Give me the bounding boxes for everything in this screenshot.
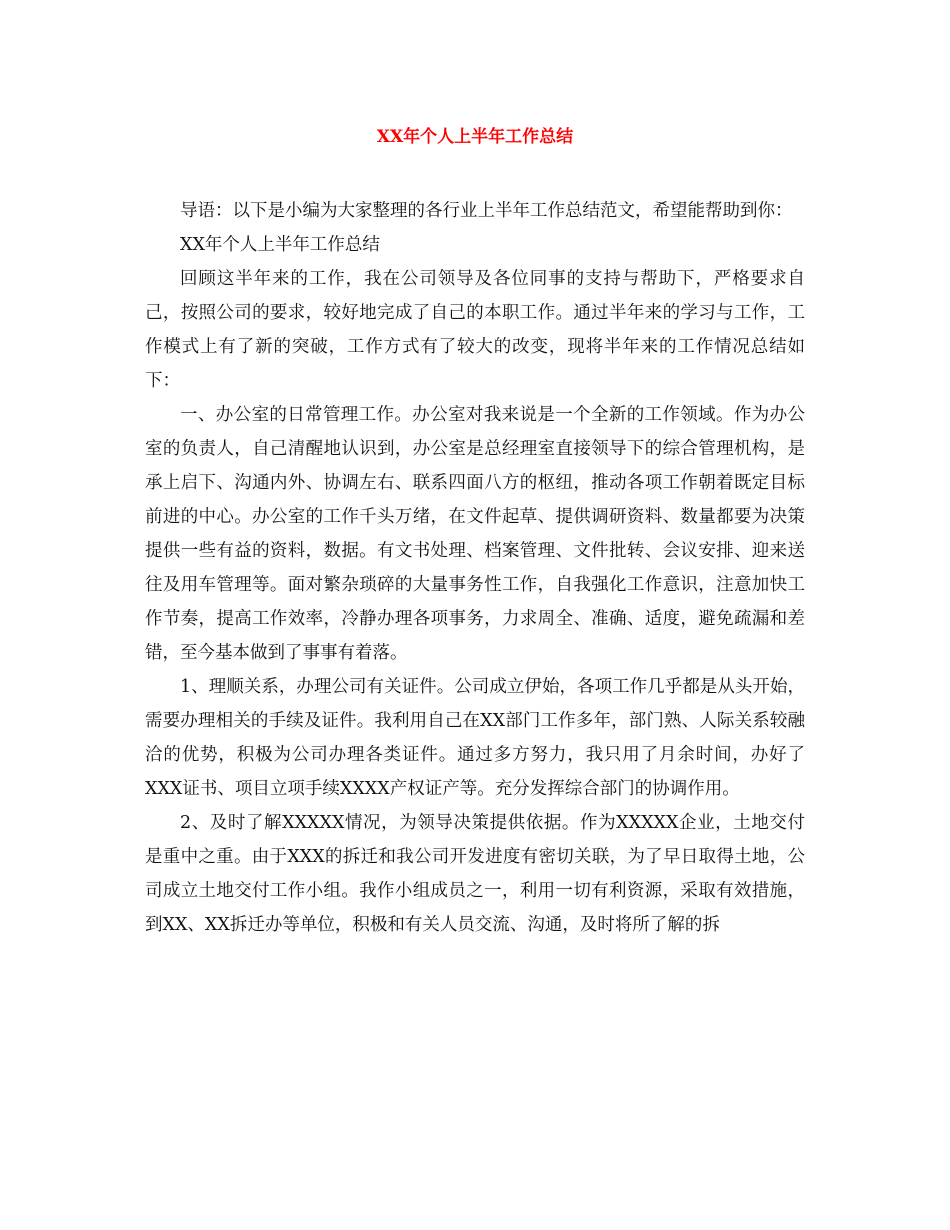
subtitle-paragraph: XX年个人上半年工作总结 (180, 235, 380, 255)
intro-paragraph: 导语：以下是小编为大家整理的各行业上半年工作总结范文，希望能帮助到你： (180, 201, 793, 221)
office-management-paragraph: 一、办公室的日常管理工作。办公室对我来说是一个全新的工作领域。作为办公室的负责人，自己清醒地认识到，办公室是总经理室直接领导下的综合管理机构，是承上启下、沟通内外、协调左右、联系四面八方的枢纽，推动各项工作朝着既定目标前进的中心。办公室的工作千头万绪，在文件起草、提供调研资料、数量都要为决策提供一些有益的资料，数据。有文书处理、档案管理、文件批转、会议安排、迎来送往及用车管理等。面对繁杂琐碎的大量事务性工作，自我强化工作意识，注意加快工作节奏，提高工作效率，冷静办理各项事务，力求周全、准确、适度，避免疏漏和差错，至今基本做到了事事有着落。 (145, 405, 805, 663)
certificates-paragraph: 1、理顺关系，办理公司有关证件。公司成立伊始，各项工作几乎都是从头开始，需要办理相关的手续及证件。我利用自己在XX部门工作多年，部门熟、人际关系较融洽的优势，积极为公司办理各类证件。通过多方努力，我只用了月余时间，办好了XXX证书、项目立项手续XXXX产权证产等。充分发挥综合部门的协调作用。 (145, 677, 805, 799)
document-title: XX年个人上半年工作总结 (376, 127, 574, 147)
document-body (145, 194, 805, 942)
land-delivery-paragraph: 2、及时了解XXXXX情况，为领导决策提供依据。作为XXXXX企业，土地交付是重中之重。由于XXX的拆迁和我公司开发进度有密切关联，为了早日取得土地，公司成立土地交付工作小组。我作小组成员之一，利用一切有利资源，采取有效措施，到XX、XX拆迁办等单位，积极和有关人员交流、沟通，及时将所了解的拆 (145, 813, 805, 935)
review-paragraph: 回顾这半年来的工作，我在公司领导及各位同事的支持与帮助下，严格要求自己，按照公司的要求，较好地完成了自己的本职工作。通过半年来的学习与工作，工作模式上有了新的突破，工作方式有了较大的改变，现将半年来的工作情况总结如下： (145, 269, 805, 391)
